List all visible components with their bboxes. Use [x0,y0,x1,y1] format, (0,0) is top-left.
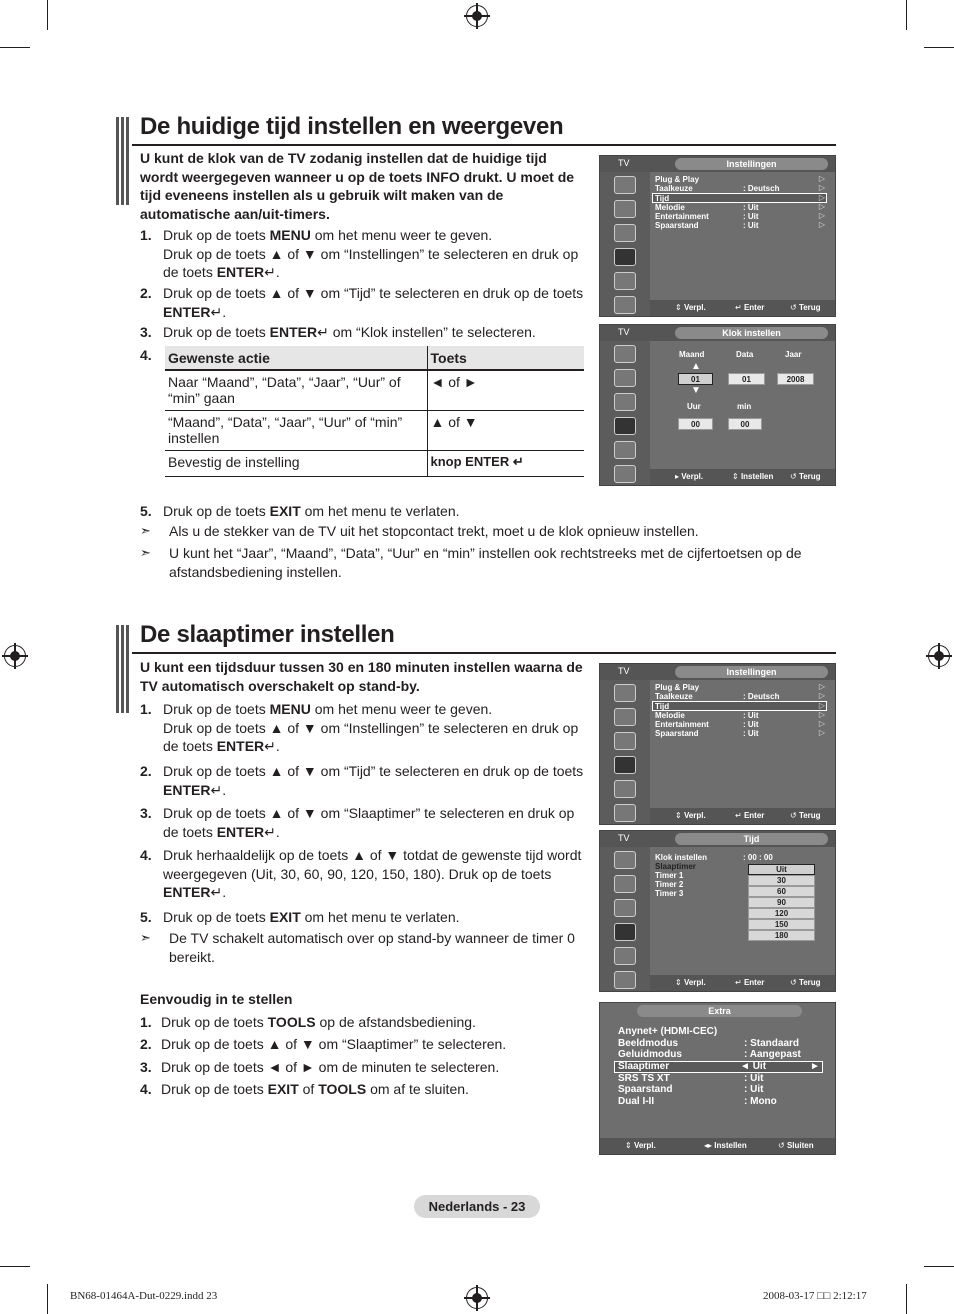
crop-mark [47,1284,48,1314]
step-3: 3. Druk op de toets ▲ of ▼ om “Slaaptimer” te selecteren en druk op de toets ENTER↵. [140,805,575,840]
channel-icon [614,224,636,242]
selected-row [652,193,827,203]
table-cell: Bevestig de instelling [165,450,427,476]
registration-mark-icon [4,645,26,667]
easy-step-2: 2. Druk op de toets ▲ of ▼ om “Slaaptimer” te selecteren. [140,1036,507,1052]
picture-icon [614,851,636,869]
table-cell: ◄ of ► [427,370,584,410]
enter-icon: ↵ [512,453,524,469]
table-cell: knop ENTER ↵ [427,450,584,476]
enter-icon: ↵ [210,781,223,798]
setup-icon [614,756,636,774]
application-icon [614,804,636,822]
crop-mark [924,1266,954,1267]
file-info: BN68-01464A-Dut-0229.indd 23 [70,1290,218,1302]
section-rule [132,652,836,654]
tv-screen-klok: TV Klok instellen Maand Data Jaar ▲ 01 01 2008 ▼ Uur min 00 00 ▸ Verpl. ⇕ Instellen ↺ Terug [599,324,836,486]
picture-icon [614,176,636,194]
step-1: 1. Druk op de toets MENU om het menu weer te geven. Druk op de toets ▲ of ▼ om “Instellingen” te selecteren en druk op de toets ENTER↵. [140,227,579,280]
selected-row [652,701,827,711]
tv-screen-tijd: TV Tijd Klok instellen : 00 : 00 Slaaptimer Timer 1 Timer 2 Timer 3 Uit 30 60 90 120 150 180 ⇕ Verpl. ↵ Enter ↺ Terug [599,830,836,992]
registration-mark-icon [466,1287,488,1309]
application-icon [614,296,636,314]
note-arrow-icon: ➣ [140,523,151,538]
step-5: 5. Druk op de toets EXIT om het menu te verlaten. [140,503,460,519]
section-title: De huidige tijd instellen en weergeven [140,113,564,140]
channel-icon [614,732,636,750]
note: ➣ Als u de stekker van de TV uit het stopcontact trekt, moet u de klok opnieuw instellen. [140,523,699,539]
channel-icon [614,899,636,917]
tv-screen-instellingen: TV Instellingen Plug & Play Taalkeuze : Deutsch Tijd Melodie : Uit Entertainment : Uit Spaarstand : Uit ▷ ▷ ▷ ▷ ▷ ▷ ⇕ Verpl. ↵ Enter ↺ Terug [599,663,836,825]
step-2: 2. Druk op de toets ▲ of ▼ om “Tijd” te selecteren en druk op de toets ENTER↵. [140,285,584,320]
sound-icon [614,200,636,218]
picture-icon [614,345,636,363]
table-cell: Naar “Maand”, “Data”, “Jaar”, “Uur” of “min” gaan [165,370,427,410]
action-table [165,346,584,477]
enter-icon: ↵ [317,324,329,340]
note-arrow-icon: ➣ [140,930,151,945]
tv-screen-instellingen: TV Instellingen Plug & Play Taalkeuze : Deutsch Tijd Melodie : Uit Entertainment : Uit Spaarstand : Uit ▷ ▷ ▷ ▷ ▷ ▷ ⇕ Verpl. ↵ Enter ↺ Terug [599,155,836,317]
application-icon [614,465,636,483]
subheading: Eenvoudig in te stellen [140,991,293,1007]
crop-mark [0,1266,30,1267]
enter-icon: ↵ [210,303,223,320]
input-icon [614,780,636,798]
easy-step-1: 1. Druk op de toets TOOLS op de afstandsbediening. [140,1014,476,1030]
step-4: 4. Druk herhaaldelijk op de toets ▲ of ▼ totdat de gewenste tijd wordt weergegeven (Uit, 30, 60, 90, 120, 150, 180). Druk op de toets ENTER↵. [140,847,582,900]
input-icon [614,272,636,290]
input-icon [614,441,636,459]
step-3: 3. Druk op de toets ENTER↵ om “Klok instellen” te selecteren. [140,324,536,340]
picture-icon [614,684,636,702]
step-1: 1. Druk op de toets MENU om het menu weer te geven. Druk op de toets ▲ of ▼ om “Instellingen” te selecteren en druk op de toets ENTER↵. [140,701,579,754]
enter-icon: ↵ [264,264,276,280]
section-title: De slaaptimer instellen [140,621,395,648]
tv-screen-extra: Extra Anynet+ (HDMI-CEC) Beeldmodus : Standaard Geluidmodus : Aangepast Slaaptimer ◄ Uit ► SRS TS XT : Uit Spaarstand : Uit Dual I-II : Mono ⇕ Verpl. ◂▸ Instellen ↺ Sluiten [599,1002,836,1155]
setup-icon [614,923,636,941]
sound-icon [614,708,636,726]
crop-mark [924,47,954,48]
note: ➣ De TV schakelt automatisch over op stand-by wanneer de timer 0 bereikt. [140,930,575,965]
section-intro: U kunt de klok van de TV zodanig instellen dat de huidige tijd wordt weergegeven wanneer u op de toets INFO drukt. U moet de tijd eveneens instellen als u gebruik wilt maken van de automatische aan/uit-timers. [140,150,575,222]
crop-mark [906,0,907,30]
setup-icon [614,248,636,266]
table-cell: “Maand”, “Data”, “Jaar”, “Uur” of “min” instellen [165,410,427,450]
sound-icon [614,369,636,387]
input-icon [614,947,636,965]
registration-mark-icon [928,645,950,667]
crop-mark [0,47,30,48]
step-5: 5. Druk op de toets EXIT om het menu te verlaten. [140,909,460,925]
section-bar [116,117,130,205]
easy-step-3: 3. Druk op de toets ◄ of ► om de minuten te selecteren. [140,1059,500,1075]
table-header: Gewenste actie [165,346,427,370]
application-icon [614,971,636,989]
crop-mark [47,0,48,30]
enter-icon: ↵ [264,823,276,840]
easy-step-4: 4. Druk op de toets EXIT of TOOLS om af te sluiten. [140,1081,469,1097]
channel-icon [614,393,636,411]
table-cell: ▲ of ▼ [427,410,584,450]
note: ➣ U kunt het “Jaar”, “Maand”, “Data”, “Uur” en “min” instellen ook rechtstreeks met de cijfertoetsen op de afstandsbediening instellen. [140,545,802,580]
registration-mark-icon [466,5,488,27]
section-intro: U kunt een tijdsduur tussen 30 en 180 minuten instellen waarna de TV automatisch overschakelt op stand-by. [140,659,583,694]
crop-mark [906,1284,907,1314]
note-arrow-icon: ➣ [140,545,151,560]
enter-icon: ↵ [210,884,223,900]
table-header: Toets [427,346,584,370]
page-number-badge: Nederlands - 23 [414,1195,540,1218]
section-rule [132,144,836,146]
step-2: 2. Druk op de toets ▲ of ▼ om “Tijd” te selecteren en druk op de toets ENTER↵. [140,763,584,798]
enter-icon: ↵ [264,738,276,754]
print-date: 2008-03-17 □□ 2:12:17 [763,1290,867,1302]
sound-icon [614,875,636,893]
setup-icon [614,417,636,435]
section-bar [116,625,130,713]
